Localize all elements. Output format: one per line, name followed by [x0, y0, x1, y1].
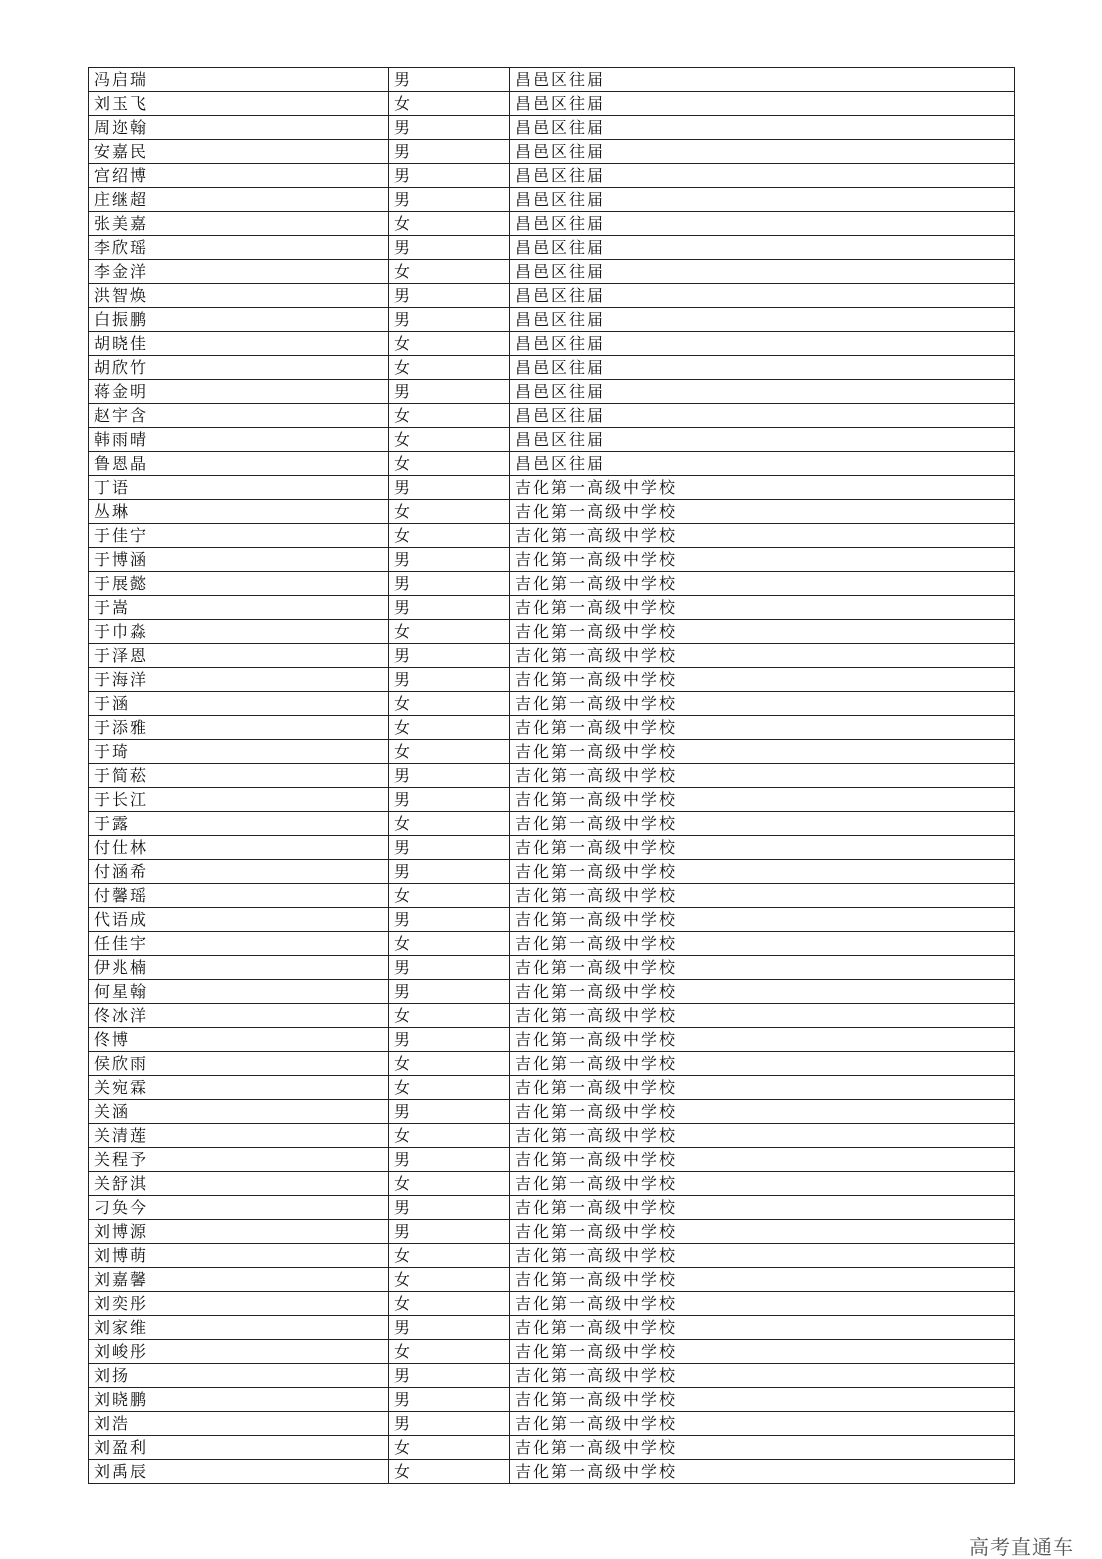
table-row	[89, 1460, 1015, 1484]
school-cell: 吉化第一高级中学校	[510, 764, 1015, 788]
school-cell: 吉化第一高级中学校	[510, 860, 1015, 884]
name-cell: 刁奂今	[89, 1196, 389, 1220]
table-row	[89, 1340, 1015, 1364]
table-row	[89, 692, 1015, 716]
name-cell: 洪智焕	[89, 284, 389, 308]
gender-cell: 男	[389, 788, 510, 812]
school-cell: 昌邑区往届	[510, 260, 1015, 284]
gender-cell: 女	[389, 1172, 510, 1196]
name-cell: 刘嘉馨	[89, 1268, 389, 1292]
table-row	[89, 260, 1015, 284]
gender-cell: 男	[389, 68, 510, 92]
table-row	[89, 332, 1015, 356]
school-cell: 吉化第一高级中学校	[510, 548, 1015, 572]
school-cell: 昌邑区往届	[510, 380, 1015, 404]
school-cell: 昌邑区往届	[510, 188, 1015, 212]
name-cell: 周迩翰	[89, 116, 389, 140]
school-cell: 吉化第一高级中学校	[510, 1244, 1015, 1268]
name-cell: 于巾淼	[89, 620, 389, 644]
school-cell: 吉化第一高级中学校	[510, 1220, 1015, 1244]
school-cell: 昌邑区往届	[510, 212, 1015, 236]
name-cell: 冯启瑞	[89, 68, 389, 92]
name-cell: 于涵	[89, 692, 389, 716]
name-cell: 张美嘉	[89, 212, 389, 236]
gender-cell: 男	[389, 140, 510, 164]
table-row	[89, 1268, 1015, 1292]
school-cell: 昌邑区往届	[510, 236, 1015, 260]
school-cell: 吉化第一高级中学校	[510, 908, 1015, 932]
name-cell: 于琦	[89, 740, 389, 764]
name-cell: 伊兆楠	[89, 956, 389, 980]
name-cell: 李金洋	[89, 260, 389, 284]
school-cell: 吉化第一高级中学校	[510, 1364, 1015, 1388]
name-cell: 关涵	[89, 1100, 389, 1124]
gender-cell: 女	[389, 1292, 510, 1316]
gender-cell: 女	[389, 1244, 510, 1268]
table-row	[89, 1196, 1015, 1220]
gender-cell: 男	[389, 1148, 510, 1172]
school-cell: 吉化第一高级中学校	[510, 1412, 1015, 1436]
table-row	[89, 1364, 1015, 1388]
gender-cell: 女	[389, 92, 510, 116]
gender-cell: 女	[389, 260, 510, 284]
table-row	[89, 1076, 1015, 1100]
school-cell: 吉化第一高级中学校	[510, 812, 1015, 836]
name-cell: 于添雅	[89, 716, 389, 740]
name-cell: 于展懿	[89, 572, 389, 596]
school-cell: 昌邑区往届	[510, 68, 1015, 92]
table-row	[89, 1124, 1015, 1148]
name-cell: 何星翰	[89, 980, 389, 1004]
table-row	[89, 188, 1015, 212]
table-row	[89, 668, 1015, 692]
name-cell: 鲁恩晶	[89, 452, 389, 476]
table-row	[89, 596, 1015, 620]
school-cell: 吉化第一高级中学校	[510, 1292, 1015, 1316]
table-row	[89, 140, 1015, 164]
name-cell: 佟博	[89, 1028, 389, 1052]
name-cell: 刘浩	[89, 1412, 389, 1436]
name-cell: 刘家维	[89, 1316, 389, 1340]
name-cell: 刘奕彤	[89, 1292, 389, 1316]
school-cell: 吉化第一高级中学校	[510, 692, 1015, 716]
table-row	[89, 236, 1015, 260]
school-cell: 昌邑区往届	[510, 164, 1015, 188]
table-row	[89, 404, 1015, 428]
name-cell: 于长江	[89, 788, 389, 812]
table-row	[89, 788, 1015, 812]
school-cell: 吉化第一高级中学校	[510, 1388, 1015, 1412]
table-row	[89, 452, 1015, 476]
table-row	[89, 1220, 1015, 1244]
school-cell: 昌邑区往届	[510, 428, 1015, 452]
gender-cell: 男	[389, 284, 510, 308]
name-cell: 刘玉飞	[89, 92, 389, 116]
gender-cell: 男	[389, 236, 510, 260]
table-row	[89, 932, 1015, 956]
school-cell: 吉化第一高级中学校	[510, 1436, 1015, 1460]
school-cell: 吉化第一高级中学校	[510, 500, 1015, 524]
name-cell: 佟冰洋	[89, 1004, 389, 1028]
gender-cell: 女	[389, 332, 510, 356]
gender-cell: 男	[389, 668, 510, 692]
gender-cell: 女	[389, 356, 510, 380]
gender-cell: 男	[389, 116, 510, 140]
table-row	[89, 476, 1015, 500]
roster-table	[88, 67, 1015, 1484]
table-row	[89, 1316, 1015, 1340]
school-cell: 昌邑区往届	[510, 92, 1015, 116]
name-cell: 赵宇含	[89, 404, 389, 428]
gender-cell: 男	[389, 476, 510, 500]
name-cell: 于泽恩	[89, 644, 389, 668]
table-row	[89, 884, 1015, 908]
school-cell: 吉化第一高级中学校	[510, 956, 1015, 980]
school-cell: 昌邑区往届	[510, 284, 1015, 308]
school-cell: 吉化第一高级中学校	[510, 1052, 1015, 1076]
school-cell: 吉化第一高级中学校	[510, 884, 1015, 908]
gender-cell: 女	[389, 1124, 510, 1148]
school-cell: 吉化第一高级中学校	[510, 1148, 1015, 1172]
name-cell: 蒋金明	[89, 380, 389, 404]
gender-cell: 女	[389, 812, 510, 836]
name-cell: 胡欣竹	[89, 356, 389, 380]
name-cell: 代语成	[89, 908, 389, 932]
school-cell: 吉化第一高级中学校	[510, 620, 1015, 644]
gender-cell: 女	[389, 740, 510, 764]
school-cell: 吉化第一高级中学校	[510, 1100, 1015, 1124]
gender-cell: 男	[389, 1196, 510, 1220]
school-cell: 昌邑区往届	[510, 332, 1015, 356]
gender-cell: 男	[389, 956, 510, 980]
table-row	[89, 1004, 1015, 1028]
table-row	[89, 68, 1015, 92]
table-row	[89, 1244, 1015, 1268]
gender-cell: 男	[389, 764, 510, 788]
school-cell: 吉化第一高级中学校	[510, 740, 1015, 764]
name-cell: 刘禹辰	[89, 1460, 389, 1484]
table-row	[89, 92, 1015, 116]
school-cell: 吉化第一高级中学校	[510, 788, 1015, 812]
watermark-label: 高考直通车	[969, 1535, 1074, 1559]
gender-cell: 男	[389, 1412, 510, 1436]
gender-cell: 男	[389, 908, 510, 932]
school-cell: 吉化第一高级中学校	[510, 596, 1015, 620]
table-row	[89, 644, 1015, 668]
school-cell: 吉化第一高级中学校	[510, 980, 1015, 1004]
name-cell: 韩雨晴	[89, 428, 389, 452]
school-cell: 吉化第一高级中学校	[510, 1196, 1015, 1220]
school-cell: 吉化第一高级中学校	[510, 1028, 1015, 1052]
gender-cell: 女	[389, 1460, 510, 1484]
school-cell: 吉化第一高级中学校	[510, 1316, 1015, 1340]
school-cell: 吉化第一高级中学校	[510, 668, 1015, 692]
name-cell: 关清莲	[89, 1124, 389, 1148]
school-cell: 昌邑区往届	[510, 116, 1015, 140]
name-cell: 于博涵	[89, 548, 389, 572]
name-cell: 侯欣雨	[89, 1052, 389, 1076]
name-cell: 于露	[89, 812, 389, 836]
gender-cell: 女	[389, 692, 510, 716]
gender-cell: 女	[389, 1340, 510, 1364]
name-cell: 于海洋	[89, 668, 389, 692]
gender-cell: 男	[389, 308, 510, 332]
table-row	[89, 1412, 1015, 1436]
roster-body	[89, 68, 1015, 1484]
school-cell: 昌邑区往届	[510, 140, 1015, 164]
school-cell: 吉化第一高级中学校	[510, 1124, 1015, 1148]
gender-cell: 男	[389, 188, 510, 212]
name-cell: 刘博源	[89, 1220, 389, 1244]
table-row	[89, 836, 1015, 860]
name-cell: 丛琳	[89, 500, 389, 524]
name-cell: 关宛霖	[89, 1076, 389, 1100]
gender-cell: 男	[389, 1220, 510, 1244]
gender-cell: 女	[389, 428, 510, 452]
school-cell: 昌邑区往届	[510, 356, 1015, 380]
gender-cell: 男	[389, 980, 510, 1004]
school-cell: 昌邑区往届	[510, 308, 1015, 332]
name-cell: 刘博萌	[89, 1244, 389, 1268]
table-row	[89, 380, 1015, 404]
school-cell: 吉化第一高级中学校	[510, 932, 1015, 956]
gender-cell: 男	[389, 380, 510, 404]
gender-cell: 女	[389, 452, 510, 476]
table-row	[89, 1388, 1015, 1412]
gender-cell: 女	[389, 884, 510, 908]
school-cell: 昌邑区往届	[510, 452, 1015, 476]
name-cell: 刘扬	[89, 1364, 389, 1388]
name-cell: 宫绍博	[89, 164, 389, 188]
school-cell: 吉化第一高级中学校	[510, 524, 1015, 548]
table-row	[89, 164, 1015, 188]
gender-cell: 女	[389, 212, 510, 236]
gender-cell: 女	[389, 932, 510, 956]
table-row	[89, 1436, 1015, 1460]
gender-cell: 女	[389, 620, 510, 644]
gender-cell: 男	[389, 548, 510, 572]
gender-cell: 男	[389, 572, 510, 596]
gender-cell: 男	[389, 1028, 510, 1052]
gender-cell: 男	[389, 164, 510, 188]
table-row	[89, 428, 1015, 452]
gender-cell: 女	[389, 1052, 510, 1076]
gender-cell: 男	[389, 836, 510, 860]
table-row	[89, 1172, 1015, 1196]
gender-cell: 女	[389, 1436, 510, 1460]
school-cell: 吉化第一高级中学校	[510, 1268, 1015, 1292]
gender-cell: 女	[389, 1268, 510, 1292]
table-row	[89, 740, 1015, 764]
school-cell: 吉化第一高级中学校	[510, 572, 1015, 596]
name-cell: 付涵希	[89, 860, 389, 884]
table-row	[89, 1100, 1015, 1124]
gender-cell: 男	[389, 1100, 510, 1124]
name-cell: 于嵩	[89, 596, 389, 620]
gender-cell: 男	[389, 1364, 510, 1388]
name-cell: 于佳宁	[89, 524, 389, 548]
name-cell: 刘晓鹏	[89, 1388, 389, 1412]
table-row	[89, 116, 1015, 140]
gender-cell: 女	[389, 500, 510, 524]
name-cell: 刘盈利	[89, 1436, 389, 1460]
table-row	[89, 860, 1015, 884]
name-cell: 李欣瑶	[89, 236, 389, 260]
school-cell: 吉化第一高级中学校	[510, 836, 1015, 860]
name-cell: 付仕林	[89, 836, 389, 860]
gender-cell: 女	[389, 1076, 510, 1100]
table-row	[89, 548, 1015, 572]
name-cell: 白振鹏	[89, 308, 389, 332]
table-row	[89, 956, 1015, 980]
table-row	[89, 572, 1015, 596]
gender-cell: 男	[389, 1388, 510, 1412]
name-cell: 胡晓佳	[89, 332, 389, 356]
name-cell: 任佳宇	[89, 932, 389, 956]
table-row	[89, 620, 1015, 644]
gender-cell: 男	[389, 1316, 510, 1340]
table-row	[89, 524, 1015, 548]
gender-cell: 男	[389, 860, 510, 884]
name-cell: 付馨瑶	[89, 884, 389, 908]
name-cell: 庄继超	[89, 188, 389, 212]
gender-cell: 男	[389, 596, 510, 620]
school-cell: 吉化第一高级中学校	[510, 1076, 1015, 1100]
table-row	[89, 1292, 1015, 1316]
school-cell: 吉化第一高级中学校	[510, 476, 1015, 500]
school-cell: 吉化第一高级中学校	[510, 1004, 1015, 1028]
gender-cell: 女	[389, 524, 510, 548]
table-row	[89, 500, 1015, 524]
school-cell: 吉化第一高级中学校	[510, 1340, 1015, 1364]
school-cell: 吉化第一高级中学校	[510, 1460, 1015, 1484]
table-row	[89, 908, 1015, 932]
gender-cell: 女	[389, 404, 510, 428]
school-cell: 吉化第一高级中学校	[510, 716, 1015, 740]
table-row	[89, 980, 1015, 1004]
table-row	[89, 1028, 1015, 1052]
name-cell: 关舒淇	[89, 1172, 389, 1196]
table-row	[89, 308, 1015, 332]
table-row	[89, 764, 1015, 788]
gender-cell: 女	[389, 716, 510, 740]
school-cell: 吉化第一高级中学校	[510, 644, 1015, 668]
table-row	[89, 812, 1015, 836]
name-cell: 于简菘	[89, 764, 389, 788]
table-row	[89, 356, 1015, 380]
table-row	[89, 716, 1015, 740]
table-row	[89, 212, 1015, 236]
table-row	[89, 1148, 1015, 1172]
name-cell: 刘峻彤	[89, 1340, 389, 1364]
school-cell: 昌邑区往届	[510, 404, 1015, 428]
name-cell: 丁语	[89, 476, 389, 500]
gender-cell: 男	[389, 644, 510, 668]
name-cell: 安嘉民	[89, 140, 389, 164]
name-cell: 关程予	[89, 1148, 389, 1172]
school-cell: 吉化第一高级中学校	[510, 1172, 1015, 1196]
table-row	[89, 1052, 1015, 1076]
table-row	[89, 284, 1015, 308]
gender-cell: 女	[389, 1004, 510, 1028]
